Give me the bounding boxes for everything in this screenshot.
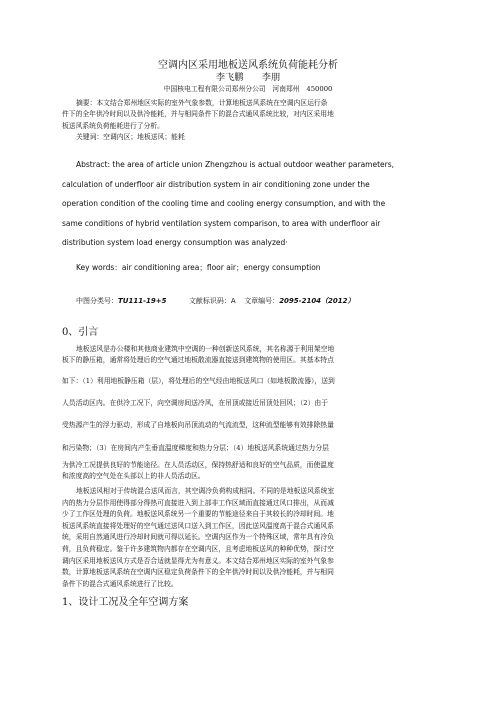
clc-label: 中图分类号：	[76, 297, 118, 305]
keywords-en: Key words：air conditioning area；floor air；energy consumption	[76, 262, 321, 272]
paper-title: 空调内区采用地板送风系统负荷能耗分析	[158, 60, 338, 71]
abstract-en-line: distribution system load energy consumption was analyzed·	[62, 238, 288, 248]
classification-line	[62, 296, 434, 307]
abstract-en	[62, 155, 434, 278]
abstract-en-line: operation condition of the cooling time and cooling energy consumption, and with the	[62, 199, 386, 209]
paper-authors: 李飞鹏 李朋	[215, 72, 281, 83]
section-0-paragraph-1: 地板送风是办公楼和其他商业建筑中空调的一种创新送风系统，其名称源于利用架空地 板下的静压箱，通常将处理后的空气通过地板散流器直接送到建筑物的使用区。其基本特点	[62, 345, 335, 365]
abstract-cn-line: 件下的全年供冷时间以及供冷能耗，并与相同条件下的混合式通风系统比较，对内区采用地	[62, 110, 334, 119]
doc-value: A	[230, 297, 236, 305]
abstract-en-line: same conditions of hybrid ventilation system comparison, to area with underfloor air	[62, 218, 381, 228]
section-0-heading: 0、引言	[62, 327, 99, 338]
article-value: 2095-2104（2012）	[279, 297, 355, 305]
abstract-cn-line: 板送风系统负荷能耗进行了分析。	[62, 121, 164, 130]
article-label: 文章编号：	[244, 297, 280, 305]
section-0-paragraph-1-body: 如下：（1）利用地板静压箱（层），将处理后的空气经由地板送风口（如地板散流器），送到 人员活动区内。在供冷工况下，向空调房间送冷风，在吊顶或接近吊顶处回风；（2）由于 受热源产生的浮力驱动，形成了自地板向吊顶流动的气流流型，这种流型能够有效排除热量 和污染物；（3）在房间内产生垂直温度梯度和热力分层；（4）地板送风系统通过热力分层	[62, 377, 335, 452]
abstract-en-line: Abstract: the area of article union Zhengzhou is actual outdoor weather parameters,	[76, 160, 395, 169]
section-0-paragraph-1-tail: 为供冷工况提供良好的节能途径。在人员活动区，保持热舒适和良好的空气品质，而使温度 和浓度高的空气处在头部以上的非人员活动区。	[62, 461, 334, 481]
abstract-en-line: calculation of underfloor air distribution system in air conditioning zone under the	[62, 179, 370, 189]
keywords-cn: 关键词：空调内区；地板送风；能耗	[76, 133, 185, 142]
clc-value: TU111-19+5	[118, 297, 167, 305]
paper-affiliation: 中国核电工程有限公司郑州分公司 河南郑州 450000	[163, 85, 333, 93]
abstract-cn-line: 摘要：本文结合郑州地区实际的室外气象参数，计算地板送风系统在空调内区运行条	[76, 99, 328, 107]
section-1-heading: 1、设计工况及全年空调方案	[62, 597, 189, 608]
section-0-paragraph-2: 地板送风相对于传统混合送风而言，其空调冷负荷构成相同。不同的是地板送风系统室 内的热力分层作用使得部分得热可直接进入到上部非工作区域而直接通过风口排出，从而减 少了工作区处理的负荷。地板送风系统另一个重要的节能途径来自于其较长的冷却时间。地 板送风系统直接将处理好的空气通过送风口送入到工作区，因此送风温度高于混合式通风系 统，采用自然通风进行冷却时间就可得以延长。空调内区作为一个特殊区域，常年具有冷负 荷，且负荷稳定。鉴于许多建筑物内都存在空调内区，且考虑地板送风的种种优势，探讨空 调内区采用地板送风方式是否合适就显得尤为有意义。本文结合郑州地区实际的室外气象参 数，计算地板送风系统在空调内区稳定负荷条件下的全年供冷时间以及供冷能耗，并与相同 条件下的混合式通风系统进行了比较。	[62, 487, 335, 588]
doc-label: 文献标识码：	[188, 297, 231, 305]
abstract-cn-label: 摘要：	[76, 99, 97, 107]
abstract-cn	[62, 98, 434, 144]
